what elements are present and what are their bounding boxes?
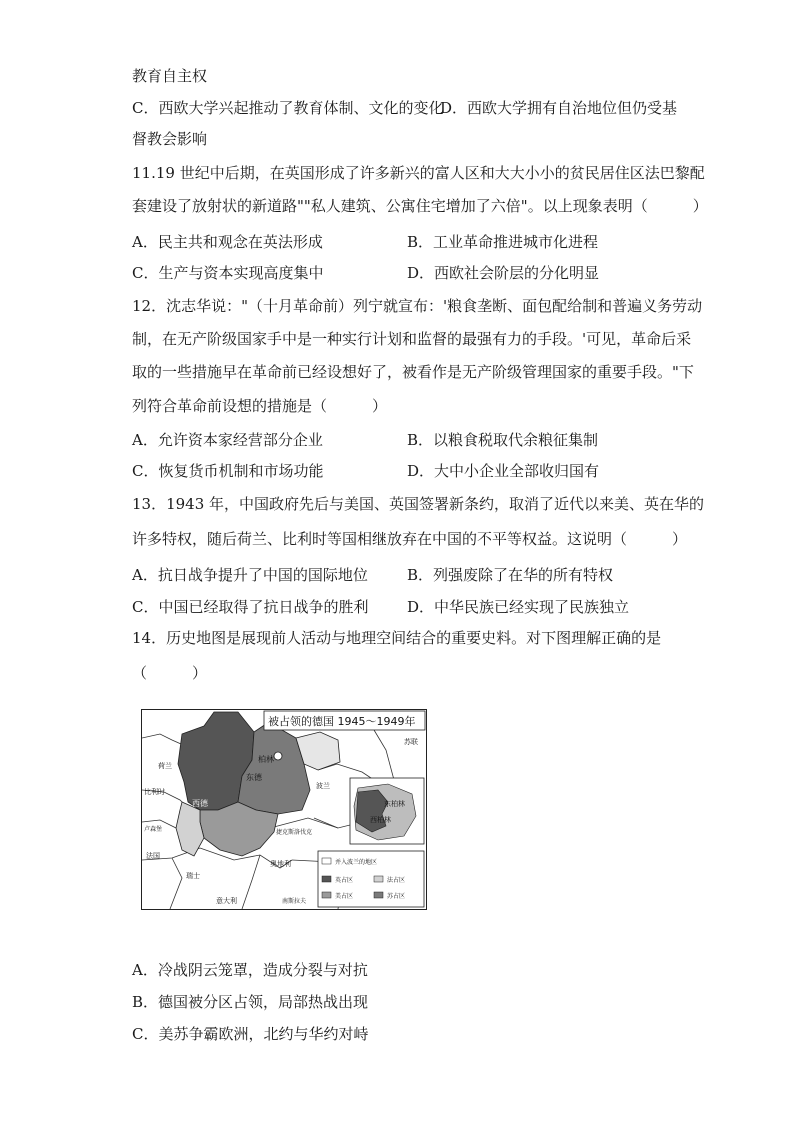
q13-stem-line-2: 许多特权，随后荷兰、比利时等国相继放弃在中国的不平等权益。这说明（ ） <box>132 530 688 548</box>
q12-option-a: A．允许资本家经营部分企业 <box>132 431 323 449</box>
label-belgium: 比利时 <box>144 788 165 796</box>
berlin-inset <box>350 778 424 844</box>
q11-option-d: D．西欧社会阶层的分化明显 <box>407 264 600 282</box>
legend-label-british: 英占区 <box>335 877 354 884</box>
label-czechoslovakia: 捷克斯洛伐克 <box>276 829 313 836</box>
legend-swatch-poland <box>322 858 331 864</box>
label-france: 法国 <box>146 852 160 860</box>
legend-swatch-french <box>374 876 383 882</box>
legend-label-french: 法占区 <box>387 877 406 884</box>
q14-stem-line-2: （ ） <box>132 664 208 682</box>
q13-option-a: A．抗日战争提升了中国的国际地位 <box>132 566 368 584</box>
label-yugoslavia: 南斯拉夫 <box>282 898 307 905</box>
label-east-germany: 东德 <box>246 773 262 782</box>
q12-stem-line-4: 列符合革命前设想的措施是（ ） <box>132 397 388 415</box>
q10-option-d: D．西欧大学拥有自治地位但仍受基 <box>440 99 678 117</box>
q11-stem-line-2: 套建设了放射状的新道路""私人建筑、公寓住宅增加了六倍"。以上现象表明（ ） <box>132 197 708 215</box>
q11-option-c: C．生产与资本实现高度集中 <box>132 264 324 282</box>
label-east-berlin: 东柏林 <box>384 800 405 808</box>
label-soviet-union: 苏联 <box>404 738 418 746</box>
legend-label-soviet: 苏占区 <box>387 893 406 900</box>
q14-option-a: A．冷战阴云笼罩，造成分裂与对抗 <box>132 961 368 979</box>
label-austria: 奥地利 <box>270 860 291 868</box>
label-west-germany: 西德 <box>192 799 208 808</box>
q12-option-c: C．恢复货币机制和市场功能 <box>132 462 324 480</box>
q14-stem-line-1: 14．历史地图是展现前人活动与地理空间结合的重要史料。对下图理解正确的是 <box>132 629 662 647</box>
label-berlin: 柏林 <box>258 755 274 764</box>
q13-option-b: B．列强废除了在华的所有特权 <box>407 566 614 584</box>
q11-option-a: A．民主共和观念在英法形成 <box>132 233 323 251</box>
q13-option-c: C．中国已经取得了抗日战争的胜利 <box>132 598 369 616</box>
q14-option-b: B．德国被分区占领，局部热战出现 <box>132 993 369 1011</box>
map-title: 被占领的德国 1945～1949年 <box>268 715 416 728</box>
q10-option-c: C．西欧大学兴起推动了教育体制、文化的变化 <box>132 99 444 117</box>
legend-label-american: 美占区 <box>335 893 354 900</box>
q13-option-d: D．中华民族已经实现了民族独立 <box>407 598 630 616</box>
q12-stem-line-3: 取的一些措施早在革命前已经设想好了，被看作是无产阶级管理国家的重要手段。"下 <box>132 363 694 381</box>
berlin-marker <box>274 752 282 760</box>
label-switzerland: 瑞士 <box>186 872 200 880</box>
label-netherlands: 荷兰 <box>158 762 172 770</box>
q11-option-b: B．工业革命推进城市化进程 <box>407 233 599 251</box>
q12-option-d: D．大中小企业全部收归国有 <box>407 462 600 480</box>
legend-swatch-soviet <box>374 892 383 898</box>
label-poland: 波兰 <box>316 782 330 790</box>
q14-option-c: C．美苏争霸欧洲，北约与华约对峙 <box>132 1025 369 1043</box>
q11-stem-line-1: 11.19 世纪中后期，在英国形成了许多新兴的富人区和大大小小的贫民居住区法巴黎配 <box>132 164 705 182</box>
label-luxembourg: 卢森堡 <box>144 826 163 833</box>
legend-swatch-british <box>322 876 331 882</box>
q12-stem-line-1: 12．沈志华说："（十月革命前）列宁就宣布：'粮食垄断、面包配给制和普遍义务劳动 <box>132 297 703 315</box>
q10-stem-continuation: 教育自主权 <box>132 67 208 85</box>
q12-stem-line-2: 制，在无产阶级国家手中是一种实行计划和监督的最强有力的手段。'可见，革命后采 <box>132 330 692 348</box>
legend-swatch-american <box>322 892 331 898</box>
q10-option-d-continuation: 督教会影响 <box>132 130 208 148</box>
legend-label-poland: 并入波兰的地区 <box>335 859 378 866</box>
label-italy: 意大利 <box>216 897 237 905</box>
label-west-berlin: 西柏林 <box>370 816 391 824</box>
occupied-germany-map <box>141 709 427 910</box>
q12-option-b: B．以粮食税取代余粮征集制 <box>407 431 599 449</box>
q13-stem-line-1: 13．1943 年，中国政府先后与美国、英国签署新条约，取消了近代以来美、英在华的 <box>132 495 705 513</box>
